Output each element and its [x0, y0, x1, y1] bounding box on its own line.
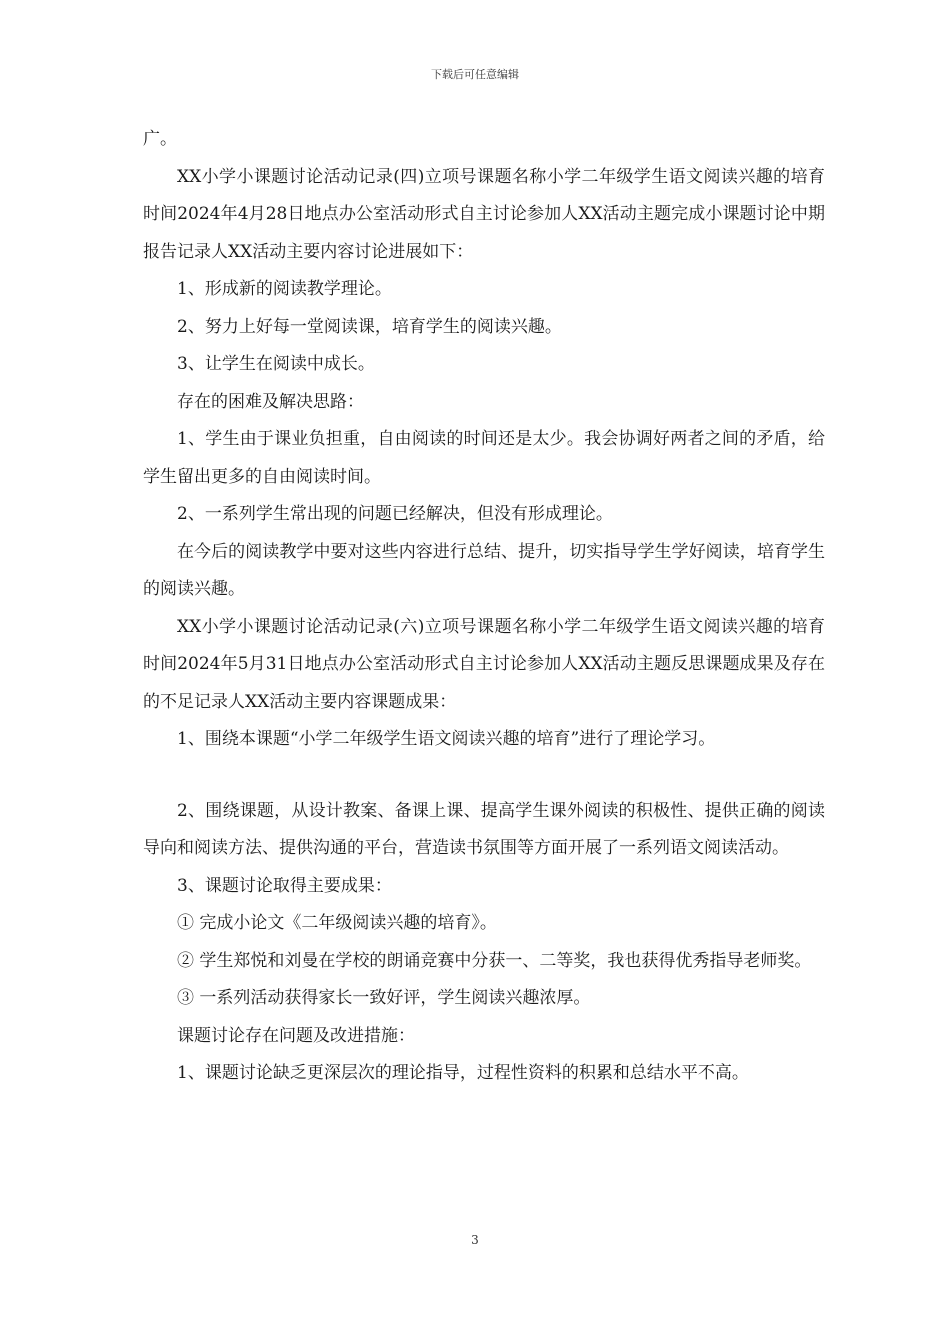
paragraph-result: ① 完成小论文《二年级阅读兴趣的培育》。	[177, 913, 497, 933]
paragraph-item: 1、课题讨论缺乏更深层次的理论指导，过程性资料的积累和总结水平不高。	[177, 1063, 749, 1083]
paragraph-activity-record-4: XX小学小课题讨论活动记录(四)立项号课题名称小学二年级学生语文阅读兴趣的培育时间2024年4月28日地点办公室活动形式自主讨论参加人XX活动主题完成小课题讨论中期报告记录人XX活动主要内容讨论进展如下：	[143, 166, 825, 262]
paragraph-activity-record-6: XX小学小课题讨论活动记录(六)立项号课题名称小学二年级学生语文阅读兴趣的培育时间2024年5月31日地点办公室活动形式自主讨论参加人XX活动主题反思课题成果及存在的不足记录人XX活动主要内容课题成果：	[143, 616, 825, 712]
paragraph-item: 2、围绕课题，从设计教案、备课上课、提高学生课外阅读的积极性、提供正确的阅读导向和阅读方法、提供沟通的平台，营造读书氛围等方面开展了一系列语文阅读活动。	[143, 800, 825, 858]
paragraph-continuation: 广。	[143, 129, 177, 149]
page-number: 3	[471, 1233, 479, 1247]
paragraph-subheading: 课题讨论存在问题及改进措施：	[177, 1025, 415, 1046]
paragraph-item: 3、让学生在阅读中成长。	[177, 354, 375, 374]
paragraph-item: 1、围绕本课题“小学二年级学生语文阅读兴趣的培育”进行了理论学习。	[177, 729, 716, 749]
paragraph-result: ② 学生郑悦和刘曼在学校的朗诵竞赛中分获一、二等奖，我也获得优秀指导老师奖。	[177, 950, 812, 971]
page-header-note: 下载后可任意编辑	[431, 68, 519, 81]
paragraph-item: 2、一系列学生常出现的问题已经解决，但没有形成理论。	[177, 504, 613, 524]
paragraph-item: 1、学生由于课业负担重，自由阅读的时间还是太少。我会协调好两者之间的矛盾，给学生留出更多的自由阅读时间。	[143, 429, 825, 487]
paragraph-item: 1、形成新的阅读教学理论。	[177, 279, 392, 299]
paragraph-result: ③ 一系列活动获得家长一致好评，学生阅读兴趣浓厚。	[177, 988, 591, 1008]
paragraph-item: 3、课题讨论取得主要成果：	[177, 875, 392, 896]
document-body	[143, 121, 825, 1093]
paragraph-text: 在今后的阅读教学中要对这些内容进行总结、提升，切实指导学生学好阅读，培育学生的阅读兴趣。	[143, 541, 825, 599]
paragraph-item: 2、努力上好每一堂阅读课，培育学生的阅读兴趣。	[177, 316, 562, 337]
paragraph-subheading: 存在的困难及解决思路：	[177, 391, 364, 412]
